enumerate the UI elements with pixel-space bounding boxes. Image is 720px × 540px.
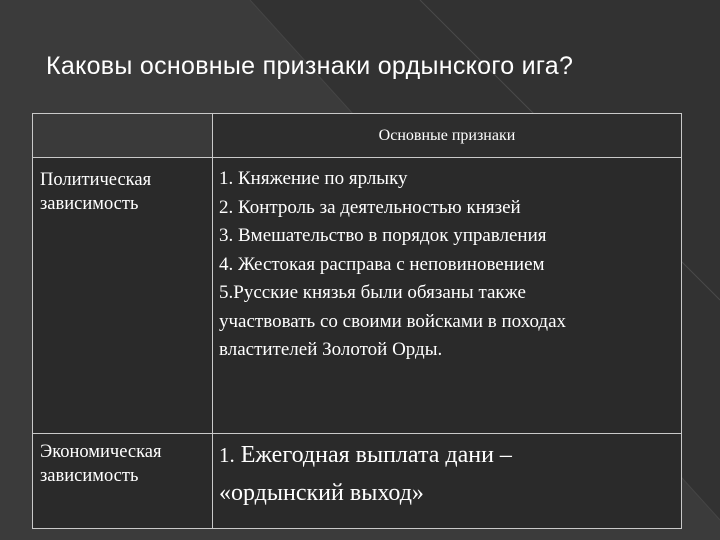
row-label-line: Экономическая bbox=[40, 442, 162, 462]
list-item-number: 1. bbox=[219, 443, 235, 467]
row-content-cell bbox=[213, 158, 682, 434]
slide-title: Каковы основные признаки ордынского ига? bbox=[46, 52, 574, 80]
header-empty-cell bbox=[33, 114, 213, 158]
list-item bbox=[219, 436, 675, 474]
row-label bbox=[33, 158, 212, 216]
row-label-line: зависимость bbox=[40, 466, 139, 486]
feature-list bbox=[213, 158, 681, 365]
row-label-cell bbox=[33, 434, 213, 529]
list-item-continuation: «ордынский выход» bbox=[219, 480, 424, 506]
table-row bbox=[33, 158, 682, 434]
row-label-cell bbox=[33, 158, 213, 434]
list-item: 3. Вмешательство в порядок управления bbox=[219, 225, 547, 246]
list-item-continuation: участвовать со своими войсками в походах bbox=[219, 310, 567, 332]
list-item: 4. Жестокая расправа с неповиновением bbox=[219, 253, 545, 275]
list-item-text: Ежегодная выплата дани – bbox=[240, 442, 512, 468]
list-item: 5.Русские князья были обязаны также bbox=[219, 282, 526, 303]
table-row bbox=[33, 434, 682, 529]
feature-list bbox=[213, 434, 681, 512]
list-item: 1. Княжение по ярлыку bbox=[219, 168, 408, 189]
row-label bbox=[33, 434, 212, 488]
list-item: 2. Контроль за деятельностью князей bbox=[219, 196, 521, 218]
header-main-features: Основные признаки bbox=[213, 114, 682, 158]
table-header-row bbox=[33, 114, 682, 158]
features-table bbox=[32, 113, 682, 529]
row-label-line: Политическая bbox=[40, 170, 152, 190]
list-item-continuation: властителей Золотой Орды. bbox=[219, 339, 443, 360]
row-content-cell bbox=[213, 434, 682, 529]
row-label-line: зависимость bbox=[40, 194, 139, 214]
